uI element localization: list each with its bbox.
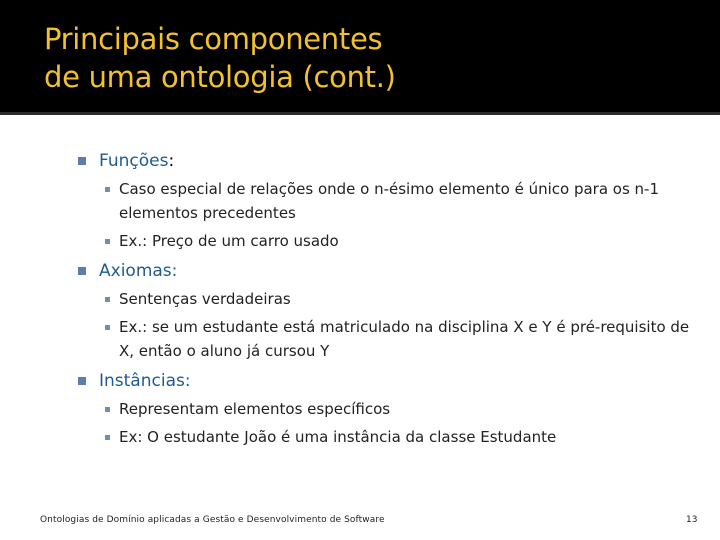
section-instancias xyxy=(78,369,698,449)
square-bullet-icon xyxy=(78,267,86,275)
bullet-text: Ex.: Preço de um carro usado xyxy=(119,232,339,250)
bullet-text: Representam elementos específicos xyxy=(119,400,391,418)
bullet-text: Sentenças verdadeiras xyxy=(119,290,291,308)
square-bullet-icon xyxy=(78,377,86,385)
slide-title-line-1: Principais componentes xyxy=(44,22,383,56)
bullet-level-1 xyxy=(78,149,698,173)
bullet-text: Ex: O estudante João é uma instância da classe Estudante xyxy=(119,428,557,446)
slide-title-line-2: de uma ontologia (cont.) xyxy=(44,60,396,94)
section-heading: Instâncias: xyxy=(99,371,191,391)
square-bullet-icon xyxy=(105,187,110,192)
slide-footer: Ontologias de Domínio aplicadas a Gestão e Desenvolvimento de Software xyxy=(40,515,385,525)
section-heading: Axiomas: xyxy=(99,261,178,281)
bullet-level-2 xyxy=(78,425,698,449)
square-bullet-icon xyxy=(105,297,110,302)
title-bar xyxy=(0,0,720,112)
square-bullet-icon xyxy=(105,239,110,244)
page-number: 13 xyxy=(686,515,698,525)
bullet-level-2 xyxy=(78,397,698,421)
section-funcoes xyxy=(78,149,698,253)
bullet-level-2 xyxy=(78,229,698,253)
square-bullet-icon xyxy=(105,407,110,412)
square-bullet-icon xyxy=(105,435,110,440)
bullet-list xyxy=(78,149,698,455)
bullet-level-2 xyxy=(78,177,698,225)
slide-title xyxy=(44,20,396,96)
slide-content xyxy=(0,115,720,540)
bullet-level-2 xyxy=(78,315,698,363)
section-heading-suffix: : xyxy=(168,151,175,171)
bullet-level-1 xyxy=(78,369,698,393)
section-axiomas xyxy=(78,259,698,363)
square-bullet-icon xyxy=(78,157,86,165)
bullet-text: Ex.: se um estudante está matriculado na disciplina X e Y é pré-requisito de X, então o aluno já cursou Y xyxy=(119,318,690,360)
bullet-level-2 xyxy=(78,287,698,311)
section-heading: Funções xyxy=(99,151,169,171)
bullet-level-1 xyxy=(78,259,698,283)
bullet-text: Caso especial de relações onde o n-ésimo elemento é único para os n-1 elementos precedentes xyxy=(119,180,660,222)
square-bullet-icon xyxy=(105,325,110,330)
